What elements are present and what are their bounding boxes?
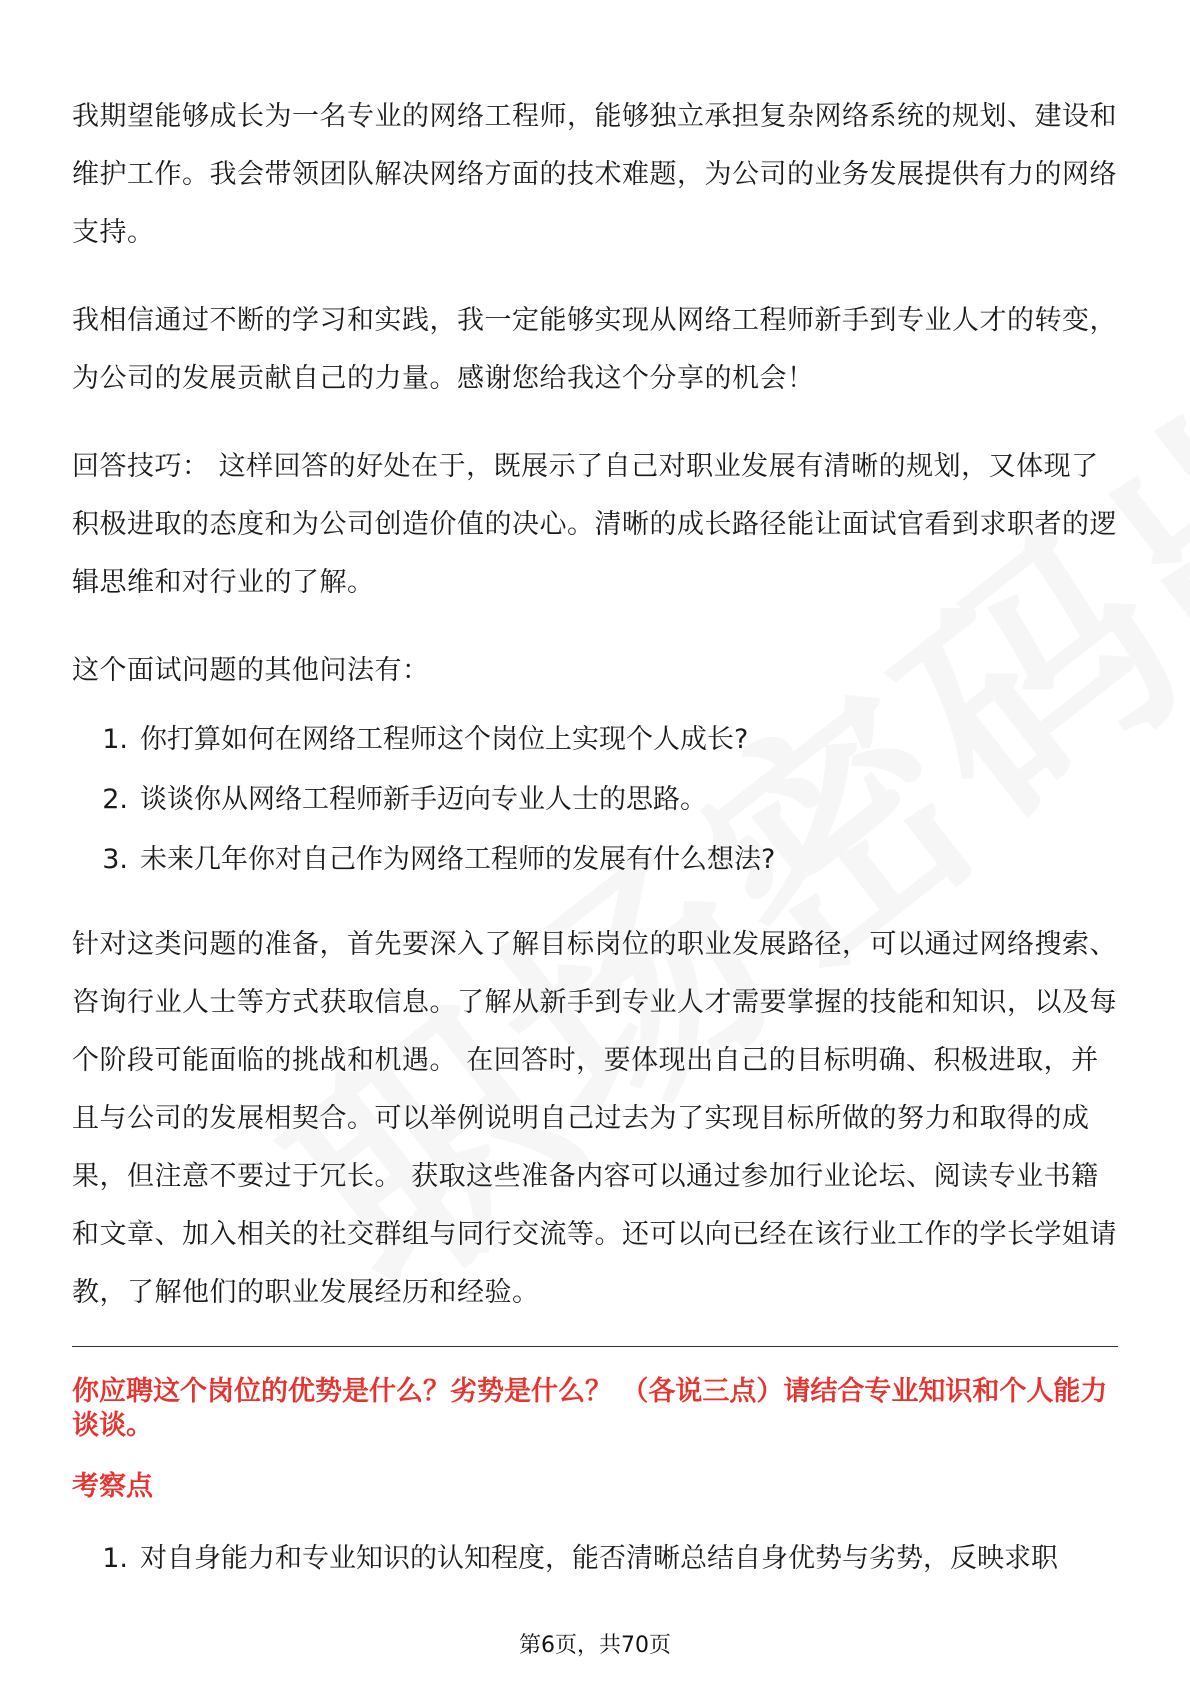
- list-text: 未来几年你对自己作为网络工程师的发展有什么想法?: [140, 844, 776, 875]
- list-number: 2.: [102, 784, 128, 815]
- section-label: 考察点: [72, 1471, 153, 1502]
- paragraph-preparation: 针对这类问题的准备，首先要深入了解目标岗位的职业发展路径，可以通过网络搜索、咨询行业人士等方式获取信息。了解从新手到专业人才需要掌握的技能和知识，以及每个阶段可能面临的挑战和机遇。 在回答时，要体现出自己的目标明确、积极进取，并且与公司的发展相契合。可以举例说明自己过去为了实现目标所做的努力和取得的成果，但注意不要过于冗长。 获取这些准备内容可以通过参加行业论坛、阅读专业书籍和文章、加入相关的社交群组与同行交流等。还可以向已经在该行业工作的学长学姐请教，了解他们的职业发展经历和经验。: [72, 929, 1117, 1308]
- list-text: 你打算如何在网络工程师这个岗位上实现个人成长?: [140, 724, 749, 755]
- list-item: [72, 710, 1118, 770]
- question-title: 你应聘这个岗位的优势是什么？劣势是什么？ （各说三点）请结合专业知识和个人能力谈谈。: [72, 1376, 1108, 1441]
- list-text: 谈谈你从网络工程师新手迈向专业人士的思路。: [140, 784, 707, 815]
- paragraph-alt-intro: 这个面试问题的其他问法有：: [72, 655, 430, 686]
- paragraph-belief: 我相信通过不断的学习和实践，我一定能够实现从网络工程师新手到专业人才的转变，为公司的发展贡献自己的力量。感谢您给我这个分享的机会！: [72, 305, 1117, 394]
- document-body: [72, 88, 1118, 1615]
- list-item: [72, 770, 1118, 830]
- alt-question-list: [72, 710, 1118, 890]
- section-divider: [72, 1346, 1118, 1347]
- points-list: [72, 1529, 1118, 1589]
- page-footer: 第6页，共70页: [519, 1633, 671, 1658]
- list-number: 3.: [102, 844, 128, 875]
- list-item: [72, 1529, 1118, 1589]
- list-number: 1.: [102, 1543, 128, 1574]
- paragraph-goal: 我期望能够成长为一名专业的网络工程师，能够独立承担复杂网络系统的规划、建设和维护工作。我会带领团队解决网络方面的技术难题，为公司的业务发展提供有力的网络支持。: [72, 101, 1117, 248]
- list-text: 对自身能力和专业知识的认知程度，能否清晰总结自身优势与劣势，反映求职: [140, 1543, 1058, 1574]
- paragraph-tips: 回答技巧： 这样回答的好处在于，既展示了自己对职业发展有清晰的规划，又体现了积极进取的态度和为公司创造价值的决心。清晰的成长路径能让面试官看到求职者的逻辑思维和对行业的了解。: [72, 451, 1117, 598]
- list-number: 1.: [102, 724, 128, 755]
- list-item: [72, 830, 1118, 890]
